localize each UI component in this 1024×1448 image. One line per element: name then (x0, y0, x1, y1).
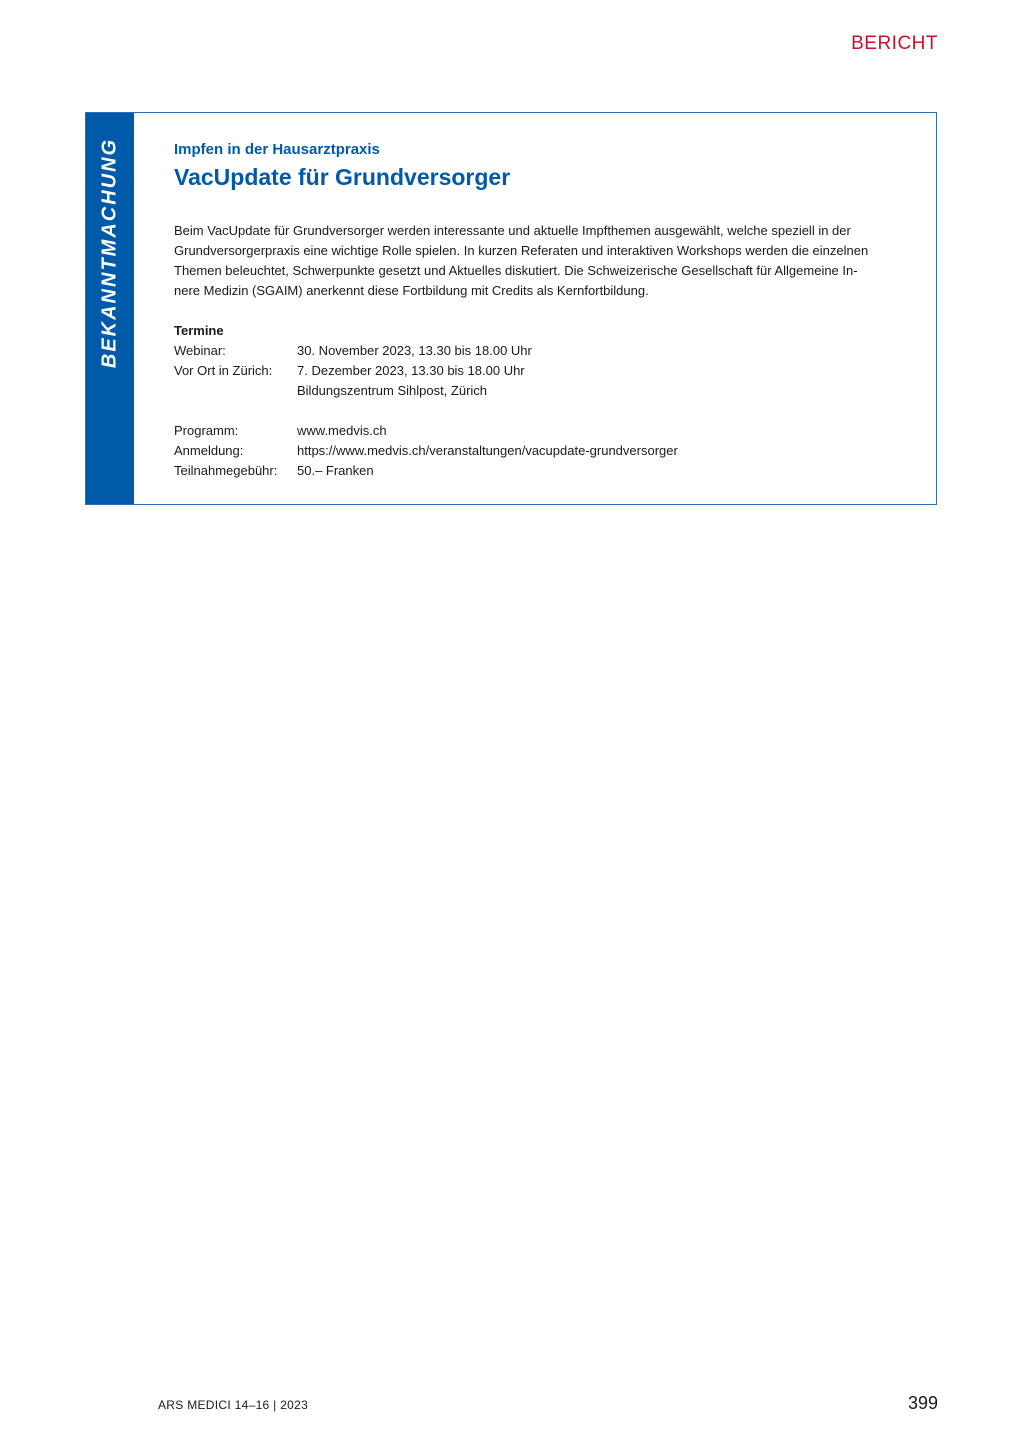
gebuehr-row (174, 461, 904, 481)
intro-line: Themen beleuchtet, Schwerpunkte gesetzt und Aktuelles diskutiert. Die Schweizerische Gesellschaft für Allgemeine In- (174, 263, 858, 278)
programm-label: Programm: (174, 423, 239, 438)
gebuehr-label: Teilnahmegebühr: (174, 463, 278, 478)
side-bar-label: BEKANNTMACHUNG (98, 137, 121, 369)
intro-line: Beim VacUpdate für Grundversorger werden interessante und aktuelle Impfthemen ausgewählt, welche speziell in der (174, 223, 851, 238)
intro-line: Grundversorgerpraxis eine wichtige Rolle spielen. In kurzen Referaten und interaktiven Workshops werden die einzelnen (174, 243, 869, 258)
vorort-row (174, 361, 904, 381)
vorort-value: 7. Dezember 2023, 13.30 bis 18.00 Uhr (297, 363, 525, 378)
termine-heading: Termine (174, 323, 224, 338)
gebuehr-value: 50.– Franken (297, 463, 374, 478)
headline: VacUpdate für Grundversorger (174, 164, 511, 190)
intro-paragraph (174, 221, 904, 301)
section-label: BERICHT (851, 33, 938, 54)
announcement-content (174, 141, 904, 481)
vorort-location: Bildungszentrum Sihlpost, Zürich (297, 383, 488, 398)
webinar-value: 30. November 2023, 13.30 bis 18.00 Uhr (297, 343, 532, 358)
anmeldung-link[interactable]: https://www.medvis.ch/veranstaltungen/vacupdate-grundversorger (297, 443, 678, 458)
page-number: 399 (907, 1393, 938, 1413)
anmeldung-label: Anmeldung: (174, 443, 244, 458)
kicker: Impfen in der Hausarztpraxis (174, 141, 380, 158)
announcement-box (85, 112, 937, 505)
side-bar (86, 113, 134, 504)
webinar-label: Webinar: (174, 343, 226, 358)
programm-row (174, 421, 904, 441)
webinar-row (174, 341, 904, 361)
footer-journal: ARS MEDICI 14–16 | 2023 (158, 1398, 309, 1412)
programm-link[interactable]: www.medvis.ch (297, 423, 387, 438)
intro-line: nere Medizin (SGAIM) anerkennt diese Fortbildung mit Credits als Kernfortbildung. (174, 283, 649, 298)
vorort-location-row (174, 381, 904, 401)
anmeldung-row (174, 441, 904, 461)
vorort-label: Vor Ort in Zürich: (174, 363, 273, 378)
